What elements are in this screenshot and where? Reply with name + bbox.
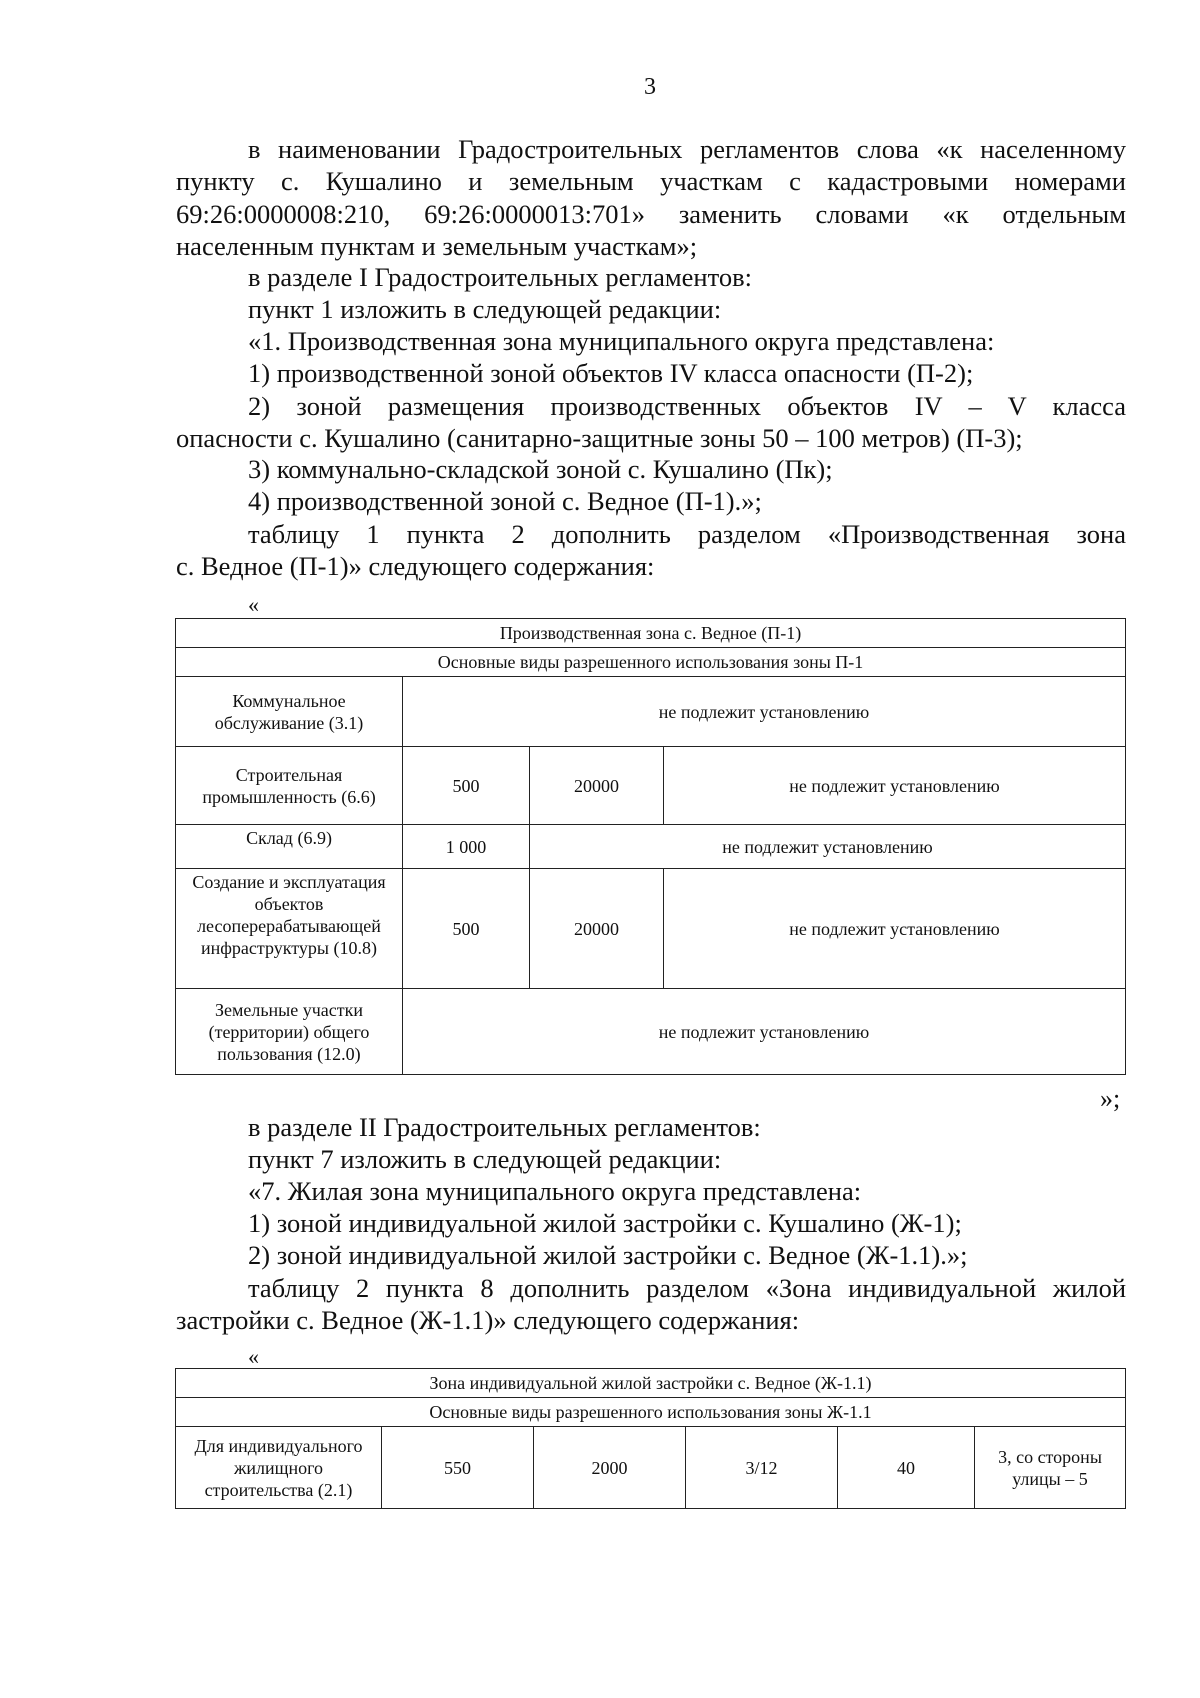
other-params: не подлежит установлению [664, 747, 1126, 825]
use-name: Для индивидуального жилищного строительства (2.1) [176, 1427, 382, 1509]
use-name: Склад (6.9) [176, 825, 403, 869]
quote7-text: «7. Жилая зона муниципального округа представлена: [248, 1176, 862, 1206]
use-name: Строительная промышленность (6.6) [176, 747, 403, 825]
table-subtitle: Основные виды разрешенного использования зоны Ж-1.1 [176, 1398, 1126, 1427]
min-area: 500 [403, 869, 530, 989]
table-row [176, 747, 1126, 825]
text-line: с. Ведное (П-1)» следующего содержания: [176, 551, 655, 582]
table-subtitle-row [176, 1398, 1126, 1427]
table-subtitle-row [176, 648, 1126, 677]
text-line: таблицу 1 пункта 2 дополнить разделом «Производственная зона [248, 519, 1126, 549]
merged-value: не подлежит установлению [403, 989, 1126, 1075]
max-area: 2000 [534, 1427, 686, 1509]
table1-intro [176, 518, 1126, 583]
point1-text: пункт 1 изложить в следующей редакции: [248, 294, 722, 324]
text-line: пункту с. Кушалино и земельным участкам с кадастровыми номерами [176, 166, 1126, 197]
open-quote: « [248, 592, 259, 617]
other-params: не подлежит установлению [664, 869, 1126, 989]
table2-intro [176, 1272, 1126, 1337]
table-title: Производственная зона с. Ведное (П-1) [176, 619, 1126, 648]
table-title-row [176, 1369, 1126, 1398]
close-quote: »; [1100, 1084, 1121, 1113]
min-area: 500 [403, 747, 530, 825]
text-line: опасности с. Кушалино (санитарно-защитные зоны 50 – 100 метров) (П-3); [176, 423, 1023, 454]
item3-text: 3) коммунально-складской зоной с. Кушалино (Пк); [248, 454, 833, 484]
table-title: Зона индивидуальной жилой застройки с. Ведное (Ж-1.1) [176, 1369, 1126, 1398]
max-area: 20000 [530, 869, 664, 989]
table-row [176, 825, 1126, 869]
coverage-percent: 40 [838, 1427, 975, 1509]
table-subtitle: Основные виды разрешенного использования зоны П-1 [176, 648, 1126, 677]
floors: 3/12 [686, 1427, 838, 1509]
quote1-text: «1. Производственная зона муниципального округа представлена: [248, 326, 995, 356]
text-line: в наименовании Градостроительных регламентов слова «к населенному [248, 134, 1126, 164]
item7-1-text: 1) зоной индивидуальной жилой застройки с. Кушалино (Ж-1); [248, 1208, 962, 1238]
item7-2-text: 2) зоной индивидуальной жилой застройки с. Ведное (Ж-1.1).»; [248, 1240, 968, 1270]
section1-heading: в разделе I Градостроительных регламентов: [248, 262, 752, 292]
text-line: 2) зоной размещения производственных объектов IV – V класса [248, 391, 1126, 421]
paragraph-title-replacement [176, 133, 1126, 262]
text-line: 69:26:0000008:210, 69:26:0000013:701» заменить словами «к отдельным [176, 198, 1126, 229]
setback: 3, со стороны улицы – 5 [975, 1427, 1126, 1509]
table-zone-p1 [175, 618, 1126, 1075]
table-row [176, 869, 1126, 989]
table-zone-zh11 [175, 1368, 1126, 1509]
page-number: 3 [644, 74, 656, 100]
item1-text: 1) производственной зоной объектов IV класса опасности (П-2); [248, 358, 974, 388]
table-title-row [176, 619, 1126, 648]
min-area: 1 000 [403, 825, 530, 869]
min-area: 550 [382, 1427, 534, 1509]
table-row [176, 677, 1126, 747]
open-quote: « [248, 1344, 259, 1369]
use-name: Земельные участки (территории) общего пользования (12.0) [176, 989, 403, 1075]
use-name: Создание и эксплуатация объектов лесоперерабатывающей инфраструктуры (10.8) [176, 869, 403, 989]
text-line: таблицу 2 пункта 8 дополнить разделом «Зона индивидуальной жилой [248, 1273, 1126, 1303]
table-row [176, 989, 1126, 1075]
section2-heading: в разделе II Градостроительных регламентов: [248, 1112, 761, 1142]
use-name: Коммунальное обслуживание (3.1) [176, 677, 403, 747]
item2-paragraph [176, 390, 1126, 455]
text-line: застройки с. Ведное (Ж-1.1)» следующего содержания: [176, 1305, 800, 1336]
max-area: 20000 [530, 747, 664, 825]
item4-text: 4) производственной зоной с. Ведное (П-1).»; [248, 486, 762, 516]
other-params: не подлежит установлению [530, 825, 1126, 869]
point7-text: пункт 7 изложить в следующей редакции: [248, 1144, 722, 1174]
text-line: населенным пунктам и земельным участкам»; [176, 230, 698, 261]
table-row [176, 1427, 1126, 1509]
merged-value: не подлежит установлению [403, 677, 1126, 747]
